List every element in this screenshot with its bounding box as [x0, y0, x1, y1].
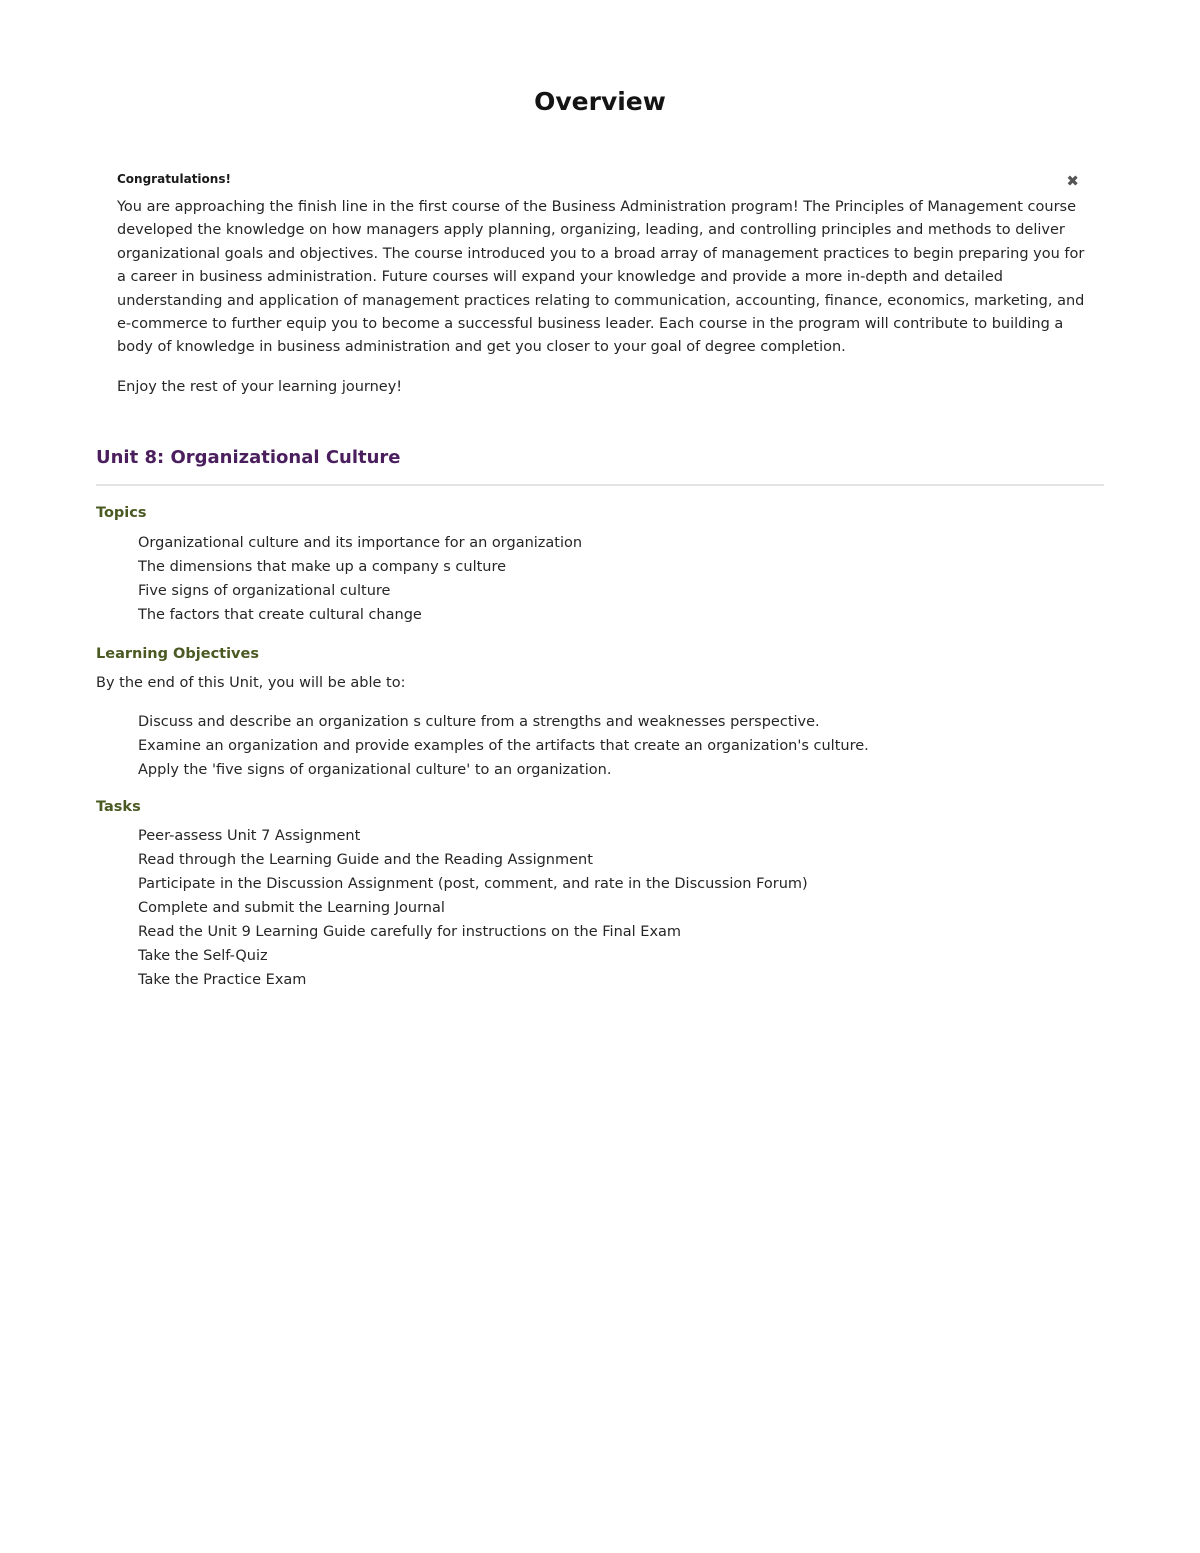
list-item: Organizational culture and its importance for an organization	[138, 535, 583, 551]
unit-section	[96, 444, 1104, 992]
topics-list	[96, 531, 1104, 627]
alert-heading: Congratulations!	[117, 172, 231, 186]
congratulations-alert	[117, 170, 1087, 399]
close-icon[interactable]: ✖	[1066, 172, 1079, 190]
page-title: Overview	[534, 87, 666, 116]
list-item: The dimensions that make up a company s culture	[138, 559, 507, 575]
tasks-heading: Tasks	[96, 799, 141, 815]
list-item: Take the Self-Quiz	[138, 948, 268, 964]
list-item: Take the Practice Exam	[138, 972, 307, 988]
topics-heading: Topics	[96, 505, 147, 521]
list-item: Participate in the Discussion Assignment (post, comment, and rate in the Discussion Forum)	[138, 876, 808, 892]
tasks-list	[96, 824, 1104, 992]
list-item: Five signs of organizational culture	[138, 583, 391, 599]
unit-title: Unit 8: Organizational Culture	[96, 444, 1104, 486]
alert-body: You are approaching the finish line in the first course of the Business Administration program! The Principles of Management course developed the knowledge on how managers apply planning, organizing, leading, and controlling principles and methods to deliver organizational goals and objectives. The course introduced you to a broad array of management practices to begin preparing you for a career in business administration. Future courses will expand your knowledge and provide a more in-depth and detailed understanding and application of management practices relating to communication, accounting, finance, economics, marketing, and e-commerce to further equip you to become a successful business leader. Each course in the program will contribute to building a body of knowledge in business administration and get you closer to your goal of degree completion.	[117, 199, 1085, 356]
list-item: Complete and submit the Learning Journal	[138, 900, 445, 916]
list-item: Peer-assess Unit 7 Assignment	[138, 828, 361, 844]
learning-objectives-heading: Learning Objectives	[96, 646, 259, 662]
objectives-intro: By the end of this Unit, you will be able to:	[96, 675, 406, 691]
list-item: Discuss and describe an organization s culture from a strengths and weaknesses perspective.	[138, 714, 820, 730]
list-item: Apply the 'five signs of organizational culture' to an organization.	[138, 762, 612, 778]
list-item: Examine an organization and provide examples of the artifacts that create an organization's culture.	[138, 738, 869, 754]
list-item: Read through the Learning Guide and the Reading Assignment	[138, 852, 593, 868]
list-item: Read the Unit 9 Learning Guide carefully for instructions on the Final Exam	[138, 924, 682, 940]
list-item: The factors that create cultural change	[138, 607, 422, 623]
objectives-list	[96, 710, 1104, 782]
alert-closing: Enjoy the rest of your learning journey!	[117, 378, 403, 395]
